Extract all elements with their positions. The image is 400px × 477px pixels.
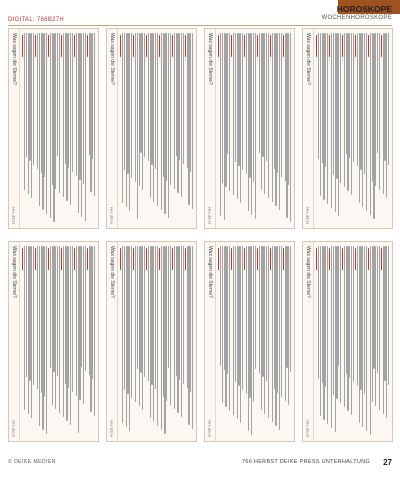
text-line — [379, 246, 380, 410]
sign-heading-line — [283, 35, 284, 57]
panel-title: Was sagen die Sterne? — [11, 246, 17, 298]
sign-heading-line — [283, 248, 284, 270]
panel-title-strip — [205, 242, 216, 441]
horoscope-panel — [8, 28, 99, 229]
text-line — [255, 33, 256, 219]
sign-heading-line — [244, 248, 245, 270]
sign-heading-line — [22, 248, 23, 270]
text-line — [94, 246, 95, 416]
sign-heading-line — [257, 35, 258, 57]
text-line — [344, 246, 345, 407]
text-line — [124, 246, 125, 390]
sign-heading-line — [74, 35, 75, 57]
sign-heading-line — [87, 248, 88, 270]
text-line — [220, 246, 221, 366]
rotated-text-block — [218, 246, 292, 438]
panel-code: HH.48.H — [109, 206, 114, 224]
text-line — [135, 33, 136, 182]
text-line — [85, 246, 86, 371]
text-line — [268, 246, 269, 418]
text-line — [379, 33, 380, 190]
text-line — [281, 246, 282, 397]
sign-heading-line — [342, 248, 343, 270]
text-line — [318, 33, 319, 159]
text-line — [59, 246, 60, 413]
text-line — [85, 33, 86, 221]
horoscope-panel — [302, 28, 393, 229]
panel-title: Was sagen die Sterne? — [305, 246, 311, 298]
footer-right: 766 HERBST DEIKE PRESS UNTERHALTUNG — [242, 459, 370, 465]
sign-heading-line — [381, 248, 382, 270]
sign-heading-line — [133, 35, 134, 57]
text-line — [370, 246, 371, 435]
panel-title-strip — [107, 29, 118, 228]
text-line — [124, 33, 125, 170]
text-line — [72, 33, 73, 172]
text-line — [50, 33, 51, 218]
text-line — [272, 246, 273, 422]
sign-heading-line — [329, 248, 330, 270]
sign-heading-line — [35, 35, 36, 57]
panel-title-strip — [303, 242, 314, 441]
rotated-text-block — [22, 33, 96, 225]
text-line — [183, 33, 184, 164]
text-line — [63, 33, 64, 197]
text-line — [290, 246, 291, 372]
rotated-text-block — [120, 246, 194, 438]
sign-heading-line — [231, 248, 232, 270]
text-line — [157, 33, 158, 206]
sign-heading-line — [48, 248, 49, 270]
sign-heading-line — [172, 248, 173, 270]
sign-heading-line — [329, 35, 330, 57]
text-line — [233, 246, 234, 415]
text-line — [76, 246, 77, 396]
rotated-text-block — [218, 33, 292, 225]
panel-code: HH.48.H — [207, 206, 212, 224]
sign-heading-line — [185, 248, 186, 270]
text-line — [366, 246, 367, 431]
text-line — [281, 33, 282, 177]
sign-heading-line — [185, 35, 186, 57]
horoscope-panel — [106, 241, 197, 442]
text-line — [26, 33, 27, 157]
sign-heading-line — [368, 248, 369, 270]
text-line — [333, 33, 334, 175]
panel-code: HH.48.H — [305, 206, 310, 224]
sign-heading-line — [61, 248, 62, 270]
text-line — [327, 33, 328, 204]
horoscope-panel — [204, 241, 295, 442]
sign-heading-line — [355, 35, 356, 57]
text-line — [137, 33, 138, 219]
panel-code: HH.48.H — [11, 419, 16, 437]
text-line — [161, 246, 162, 430]
text-line — [370, 33, 371, 215]
text-line — [222, 246, 223, 403]
text-line — [320, 33, 321, 196]
sign-heading-line — [133, 248, 134, 270]
header-rule — [8, 25, 392, 26]
text-line — [246, 246, 247, 394]
horoscope-grid — [8, 28, 392, 455]
text-line — [122, 246, 123, 423]
text-line — [37, 246, 38, 389]
panel-code: HH.48.H — [207, 419, 212, 437]
horoscope-column — [8, 28, 99, 453]
sign-heading-line — [231, 35, 232, 57]
text-line — [24, 246, 25, 410]
sign-heading-line — [87, 35, 88, 57]
text-line — [72, 246, 73, 392]
page-title: HOROSKOPE — [336, 4, 392, 14]
text-line — [26, 246, 27, 377]
text-line — [46, 33, 47, 214]
sign-heading-line — [244, 35, 245, 57]
sign-heading-line — [74, 248, 75, 270]
text-line — [161, 33, 162, 210]
text-line — [192, 246, 193, 429]
page-number: 27 — [383, 458, 392, 467]
text-line — [63, 246, 64, 417]
sign-heading-line — [218, 248, 219, 270]
sign-heading-line — [120, 35, 121, 57]
sign-heading-line — [61, 35, 62, 57]
sign-heading-line — [146, 35, 147, 57]
sign-heading-line — [342, 35, 343, 57]
panel-code: HH.48.H — [109, 419, 114, 437]
sign-heading-line — [218, 35, 219, 57]
text-line — [366, 33, 367, 211]
horoscope-panel — [204, 28, 295, 229]
horoscope-panel — [8, 241, 99, 442]
text-line — [59, 33, 60, 193]
sign-heading-line — [22, 35, 23, 57]
text-line — [148, 246, 149, 381]
panel-title: Was sagen die Sterne? — [11, 33, 17, 85]
text-line — [327, 246, 328, 424]
sign-heading-line — [146, 248, 147, 270]
text-line — [39, 33, 40, 206]
panel-title: Was sagen die Sterne? — [109, 33, 115, 85]
text-line — [331, 246, 332, 428]
panel-title-strip — [9, 242, 20, 441]
text-line — [235, 246, 236, 382]
page-header-left: DIGITAL: 766B27H — [8, 17, 65, 23]
text-line — [174, 33, 175, 189]
sign-heading-line — [368, 35, 369, 57]
horoscope-column — [106, 28, 197, 453]
text-line — [388, 246, 389, 385]
text-line — [272, 33, 273, 202]
panel-title-strip — [107, 242, 118, 441]
text-line — [170, 33, 171, 185]
text-line — [320, 246, 321, 416]
panel-title: Was sagen die Sterne? — [207, 33, 213, 85]
text-line — [246, 33, 247, 174]
text-line — [357, 246, 358, 386]
horoscope-column — [302, 28, 393, 453]
text-line — [388, 33, 389, 165]
text-line — [148, 33, 149, 161]
text-line — [259, 33, 260, 153]
text-line — [333, 246, 334, 395]
rotated-text-block — [22, 246, 96, 438]
sign-heading-line — [270, 35, 271, 57]
text-line — [259, 246, 260, 373]
panel-title-strip — [303, 29, 314, 228]
sign-heading-line — [316, 35, 317, 57]
sign-heading-line — [355, 248, 356, 270]
text-line — [290, 33, 291, 222]
text-line — [46, 246, 47, 434]
text-line — [220, 33, 221, 216]
text-line — [39, 246, 40, 426]
sign-heading-line — [316, 248, 317, 270]
text-line — [94, 33, 95, 196]
text-line — [318, 246, 319, 379]
text-line — [357, 33, 358, 166]
horoscope-panel — [302, 241, 393, 442]
sign-heading-line — [35, 248, 36, 270]
sign-heading-line — [159, 35, 160, 57]
rotated-text-block — [316, 33, 390, 225]
text-line — [50, 246, 51, 368]
sign-heading-line — [270, 248, 271, 270]
text-line — [235, 33, 236, 162]
rotated-text-block — [120, 33, 194, 225]
sign-heading-line — [172, 35, 173, 57]
text-line — [192, 33, 193, 209]
text-line — [37, 33, 38, 169]
text-line — [344, 33, 345, 187]
footer-left: © DEIKE MEDIEN — [8, 459, 56, 465]
panel-title: Was sagen die Sterne? — [305, 33, 311, 85]
text-line — [24, 33, 25, 190]
rotated-text-block — [316, 246, 390, 438]
text-line — [122, 33, 123, 203]
text-line — [183, 246, 184, 384]
text-line — [174, 246, 175, 409]
text-line — [229, 246, 230, 411]
text-line — [170, 246, 171, 405]
text-line — [157, 246, 158, 426]
text-line — [268, 33, 269, 198]
text-line — [135, 246, 136, 402]
sign-heading-line — [381, 35, 382, 57]
panel-code: HH.48.H — [305, 419, 310, 437]
sign-heading-line — [48, 35, 49, 57]
text-line — [222, 33, 223, 183]
panel-title: Was sagen die Sterne? — [109, 246, 115, 298]
text-line — [76, 33, 77, 176]
page-subtitle: WOCHENHOROSKOPE — [321, 15, 392, 21]
panel-title-strip — [205, 29, 216, 228]
sign-heading-line — [159, 248, 160, 270]
sign-heading-line — [257, 248, 258, 270]
text-line — [137, 246, 138, 369]
horoscope-panel — [106, 28, 197, 229]
panel-code: HH.48.H — [11, 206, 16, 224]
text-line — [233, 33, 234, 195]
panel-title: Was sagen die Sterne? — [207, 246, 213, 298]
horoscope-column — [204, 28, 295, 453]
panel-title-strip — [9, 29, 20, 228]
text-line — [331, 33, 332, 208]
sign-heading-line — [120, 248, 121, 270]
